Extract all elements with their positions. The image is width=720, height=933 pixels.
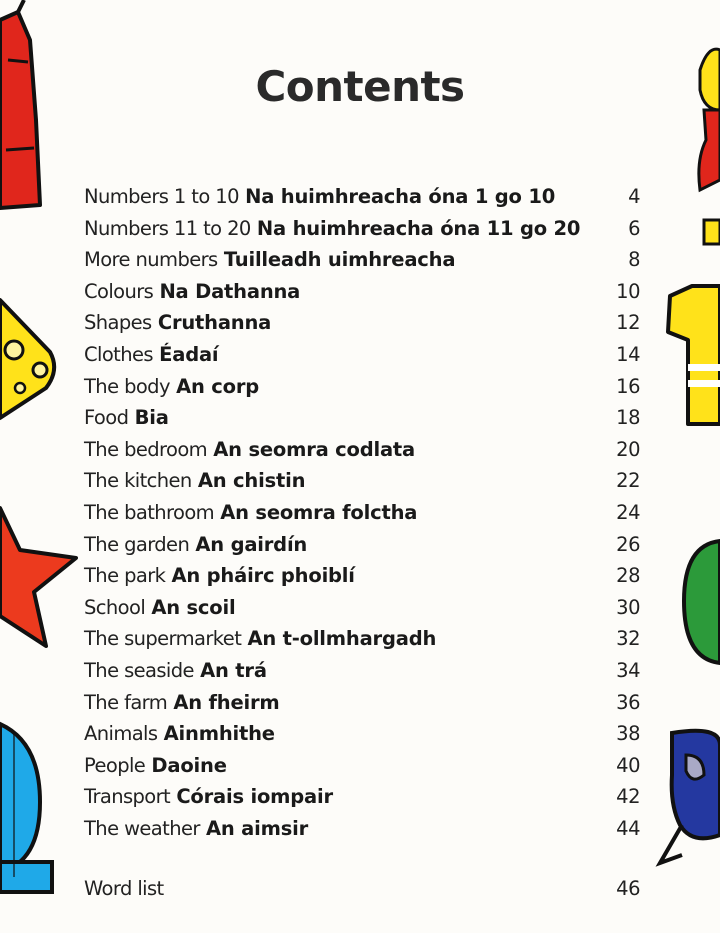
entry-page-number: 34 xyxy=(616,658,640,682)
word-list-label: Word list xyxy=(84,877,164,900)
entry-page-number: 32 xyxy=(616,627,640,651)
entry-irish: An aimsir xyxy=(205,816,309,840)
entry-page-number: 24 xyxy=(616,500,640,524)
entry-page-number: 14 xyxy=(616,342,640,366)
contents-entry[interactable] xyxy=(84,402,640,434)
entry-irish: An seomra folctha xyxy=(220,500,418,524)
entry-irish: An scoil xyxy=(151,595,236,619)
entry-page-number: 12 xyxy=(616,311,640,335)
contents-entry[interactable] xyxy=(84,687,640,719)
entry-english: The farm xyxy=(84,690,168,714)
ball-icon xyxy=(680,535,720,670)
entry-english: People xyxy=(84,753,146,777)
entry-english: Transport xyxy=(84,785,171,809)
entry-english: Shapes xyxy=(84,311,152,335)
contents-entry[interactable] xyxy=(84,213,640,245)
contents-entry[interactable] xyxy=(84,244,640,276)
entry-english: The seaside xyxy=(84,658,194,682)
backpack-icon xyxy=(652,725,720,875)
contents-list xyxy=(84,181,640,844)
entry-page-number: 8 xyxy=(628,248,640,272)
entry-irish: Na huimhreacha óna 11 go 20 xyxy=(256,216,581,240)
contents-entry[interactable] xyxy=(84,592,640,624)
entry-irish: An corp xyxy=(176,374,260,398)
entry-page-number: 22 xyxy=(616,469,640,493)
entry-page-number: 16 xyxy=(616,374,640,398)
entry-english: The kitchen xyxy=(84,469,192,493)
contents-entry[interactable] xyxy=(84,465,640,497)
contents-entry[interactable] xyxy=(84,339,640,371)
contents-entry[interactable] xyxy=(84,181,640,213)
entry-english: The bedroom xyxy=(84,437,208,461)
entry-irish: Daoine xyxy=(151,753,227,777)
entry-english: Numbers 11 to 20 xyxy=(84,216,251,240)
entry-irish: An pháirc phoiblí xyxy=(171,564,355,588)
entry-english: The supermarket xyxy=(84,627,242,651)
entry-irish: Bia xyxy=(134,406,169,430)
entry-english: More numbers xyxy=(84,248,218,272)
entry-page-number: 6 xyxy=(628,216,640,240)
cheese-icon xyxy=(0,290,62,425)
entry-irish: An trá xyxy=(200,658,267,682)
contents-entry[interactable] xyxy=(84,371,640,403)
contents-entry[interactable] xyxy=(84,623,640,655)
word-list-page-number: 46 xyxy=(616,877,640,900)
entry-irish: An chistin xyxy=(197,469,306,493)
contents-entry[interactable] xyxy=(84,497,640,529)
entry-english: School xyxy=(84,595,146,619)
entry-irish: An t-ollmhargadh xyxy=(247,627,437,651)
contents-entry[interactable] xyxy=(84,560,640,592)
entry-english: Numbers 1 to 10 xyxy=(84,185,239,208)
contents-entry[interactable] xyxy=(84,307,640,339)
entry-irish: Tuilleadh uimhreacha xyxy=(223,248,456,272)
entry-page-number: 38 xyxy=(616,722,640,746)
shirt-icon xyxy=(662,278,720,428)
contents-entry[interactable] xyxy=(84,276,640,308)
entry-page-number: 18 xyxy=(616,406,640,430)
entry-page-number: 40 xyxy=(616,753,640,777)
entry-irish: An seomra codlata xyxy=(213,437,415,461)
entry-english: The park xyxy=(84,564,166,588)
star-icon xyxy=(0,488,80,658)
entry-english: Colours xyxy=(84,279,154,303)
entry-irish: Córais iompair xyxy=(176,785,333,809)
entry-irish: An fheirm xyxy=(173,690,280,714)
entry-page-number: 30 xyxy=(616,595,640,619)
entry-irish: Na huimhreacha óna 1 go 10 xyxy=(245,185,556,208)
globe-icon xyxy=(0,712,60,897)
entry-english: Clothes xyxy=(84,342,153,366)
entry-irish: Éadaí xyxy=(159,342,219,366)
entry-irish: Ainmhithe xyxy=(163,722,275,746)
entry-irish: Cruthanna xyxy=(157,311,272,335)
contents-entry[interactable] xyxy=(84,750,640,782)
contents-entry[interactable] xyxy=(84,781,640,813)
contents-entry[interactable] xyxy=(84,434,640,466)
entry-page-number: 4 xyxy=(628,185,640,208)
entry-english: The garden xyxy=(84,532,190,556)
entry-page-number: 20 xyxy=(616,437,640,461)
contents-entry[interactable] xyxy=(84,813,640,845)
entry-irish: Na Dathanna xyxy=(159,279,301,303)
entry-english: The bathroom xyxy=(84,500,215,524)
page-title: Contents xyxy=(255,62,465,111)
entry-page-number: 42 xyxy=(616,785,640,809)
entry-english: Animals xyxy=(84,722,158,746)
entry-page-number: 44 xyxy=(616,816,640,840)
entry-page-number: 26 xyxy=(616,532,640,556)
entry-english: The weather xyxy=(84,816,200,840)
entry-english: Food xyxy=(84,406,129,430)
contents-entry[interactable] xyxy=(84,718,640,750)
entry-english: The body xyxy=(84,374,170,398)
entry-page-number: 10 xyxy=(616,279,640,303)
entry-page-number: 36 xyxy=(616,690,640,714)
contents-entry[interactable] xyxy=(84,655,640,687)
entry-irish: An gairdín xyxy=(195,532,308,556)
word-list-entry[interactable] xyxy=(84,873,640,905)
contents-entry[interactable] xyxy=(84,529,640,561)
entry-page-number: 28 xyxy=(616,564,640,588)
